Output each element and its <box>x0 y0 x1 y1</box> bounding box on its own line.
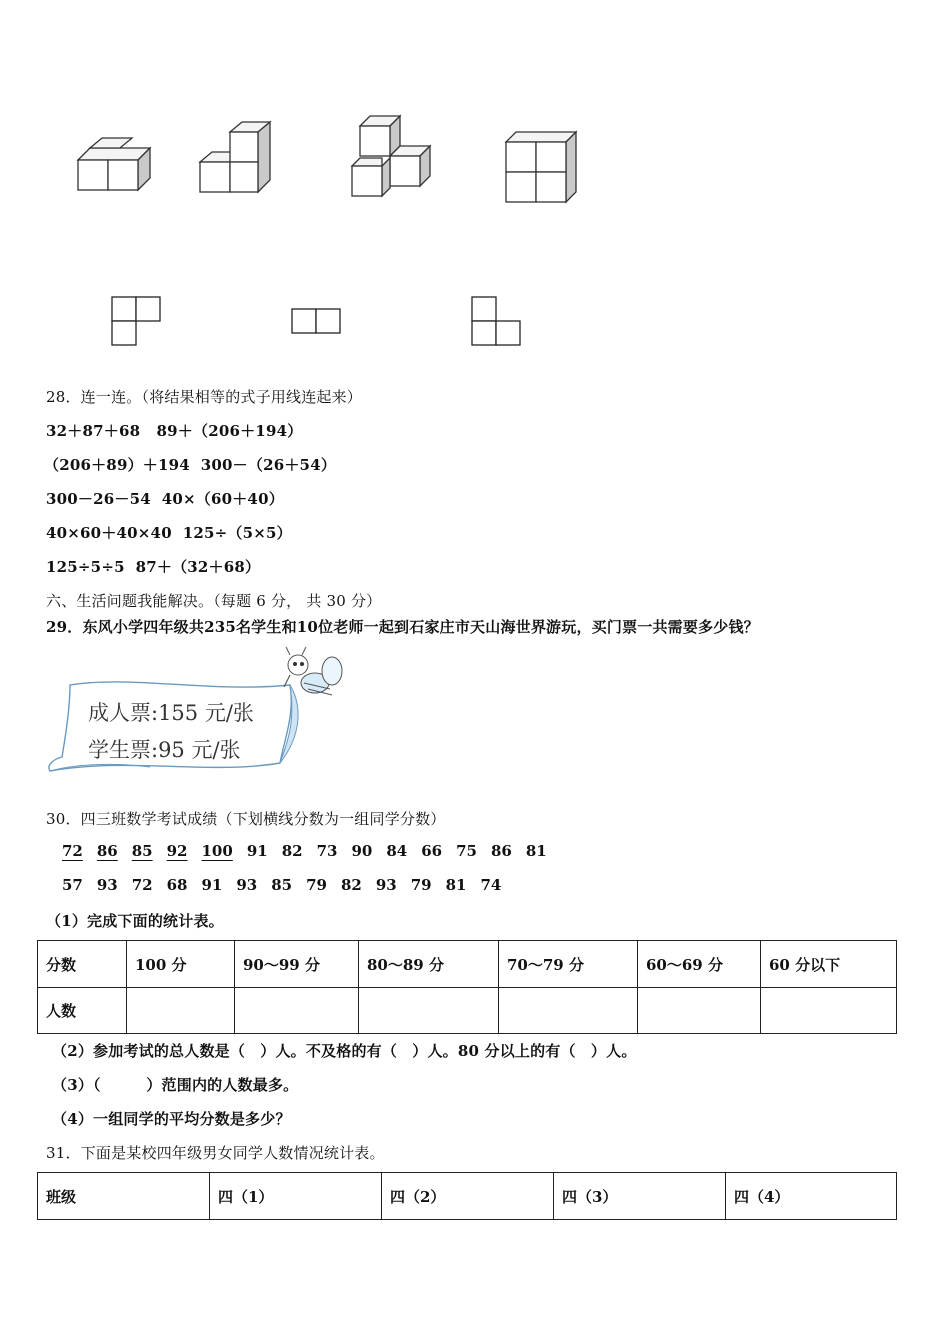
student-ticket-price: 学生票:95 元/张 <box>88 738 241 762</box>
table-header-cell: 四（3） <box>554 1173 726 1220</box>
q30-scores-row-2 <box>62 876 515 894</box>
score: 85 <box>271 876 293 894</box>
table-header-cell: 70～79 分 <box>499 941 638 988</box>
score: 66 <box>421 842 443 860</box>
q28-row-5-right[interactable]: 87＋（32＋68） <box>135 558 261 576</box>
cube-figures <box>60 110 600 210</box>
cube-figure-4 <box>506 132 576 202</box>
q28-row-4 <box>46 522 292 543</box>
underlined-score: 100 <box>201 842 233 860</box>
bee-icon <box>284 647 342 695</box>
q28-row-1-right[interactable]: 89＋（206＋194） <box>156 422 303 440</box>
table-header-cell: 60～69 分 <box>638 941 761 988</box>
score-stats-table <box>37 940 897 1034</box>
cube-figure-1 <box>78 138 150 190</box>
q28-title: 28．连一连。（将结果相等的式子用线连起来） <box>46 388 362 406</box>
q28-row-3-left[interactable]: 300－26－54 <box>46 490 151 508</box>
q28-row-3-right[interactable]: 40×（60＋40） <box>161 490 284 508</box>
answer-cell[interactable] <box>499 988 638 1034</box>
q29-text: 29．东风小学四年级共235名学生和10位老师一起到石家庄市天山海世界游玩，买门票一共需要多少钱？ <box>46 618 759 636</box>
q31-title: 31．下面是某校四年级男女同学人数情况统计表。 <box>46 1144 385 1162</box>
score: 91 <box>246 842 268 860</box>
table-header-cell: 四（4） <box>726 1173 897 1220</box>
cube-figure-2 <box>200 122 270 192</box>
q30-sub4: （4）一组同学的平均分数是多少？ <box>52 1110 291 1128</box>
q30-scores-row-1 <box>62 842 561 860</box>
score: 93 <box>375 876 397 894</box>
score: 86 <box>490 842 512 860</box>
score: 79 <box>306 876 327 894</box>
score: 74 <box>480 876 502 894</box>
score: 81 <box>525 842 547 860</box>
underlined-score: 92 <box>166 842 188 860</box>
table-header-cell: 分数 <box>38 941 127 988</box>
q28-row-3 <box>46 488 284 509</box>
table-header-cell: 四（2） <box>382 1173 554 1220</box>
view-shape-3 <box>472 297 520 345</box>
table-row-label: 人数 <box>38 988 127 1034</box>
q28-row-1 <box>46 420 302 441</box>
q30-sub1: （1）完成下面的统计表。 <box>46 912 224 930</box>
q28-row-4-left[interactable]: 40×60＋40×40 <box>46 524 172 542</box>
adult-ticket-price: 成人票:155 元/张 <box>88 701 254 725</box>
table-header-cell: 80～89 分 <box>359 941 499 988</box>
score: 75 <box>456 842 477 860</box>
answer-cell[interactable] <box>638 988 761 1034</box>
q30-title: 30．四三班数学考试成绩（下划横线分数为一组同学分数） <box>46 810 446 828</box>
score: 93 <box>236 876 258 894</box>
underlined-score: 85 <box>131 842 153 860</box>
score: 72 <box>131 876 153 894</box>
view-shapes <box>100 290 540 350</box>
view-shape-1 <box>112 297 160 345</box>
score: 68 <box>166 876 188 894</box>
answer-cell[interactable] <box>235 988 359 1034</box>
view-shape-2 <box>292 309 340 333</box>
class-stats-table <box>37 1172 897 1220</box>
score: 90 <box>351 842 373 860</box>
underlined-score: 86 <box>96 842 118 860</box>
score: 81 <box>445 876 467 894</box>
answer-cell[interactable] <box>359 988 499 1034</box>
score: 84 <box>386 842 408 860</box>
score: 79 <box>410 876 432 894</box>
score: 57 <box>62 876 83 894</box>
score: 82 <box>341 876 362 894</box>
q28-row-1-left[interactable]: 32＋87＋68 <box>46 422 141 440</box>
q28-row-5-left[interactable]: 125÷5÷5 <box>46 558 125 576</box>
section6-title: 六、生活问题我能解决。（每题 6 分， 共 30 分） <box>46 592 382 610</box>
table-header-cell: 四（1） <box>210 1173 382 1220</box>
underlined-score: 72 <box>62 842 83 860</box>
score: 73 <box>316 842 338 860</box>
q28-row-2 <box>44 454 336 475</box>
q28-row-5 <box>46 556 260 577</box>
q28-row-2-right[interactable]: 300－（26＋54） <box>200 456 337 474</box>
q30-sub3: （3）（ ）范围内的人数最多。 <box>52 1076 299 1094</box>
score: 82 <box>281 842 303 860</box>
answer-cell[interactable] <box>127 988 235 1034</box>
q30-sub2: （2）参加考试的总人数是（ ）人。不及格的有（ ）人。80 分以上的有（ ）人。 <box>52 1042 637 1060</box>
cube-figure-3 <box>352 116 430 196</box>
table-header-cell: 班级 <box>38 1173 210 1220</box>
q28-row-4-right[interactable]: 125÷（5×5） <box>182 524 292 542</box>
answer-cell[interactable] <box>761 988 897 1034</box>
score: 91 <box>201 876 223 894</box>
table-header-cell: 60 分以下 <box>761 941 897 988</box>
score: 93 <box>96 876 118 894</box>
table-header-cell: 100 分 <box>127 941 235 988</box>
q28-row-2-left[interactable]: （206＋89）＋194 <box>44 456 190 474</box>
table-header-cell: 90～99 分 <box>235 941 359 988</box>
